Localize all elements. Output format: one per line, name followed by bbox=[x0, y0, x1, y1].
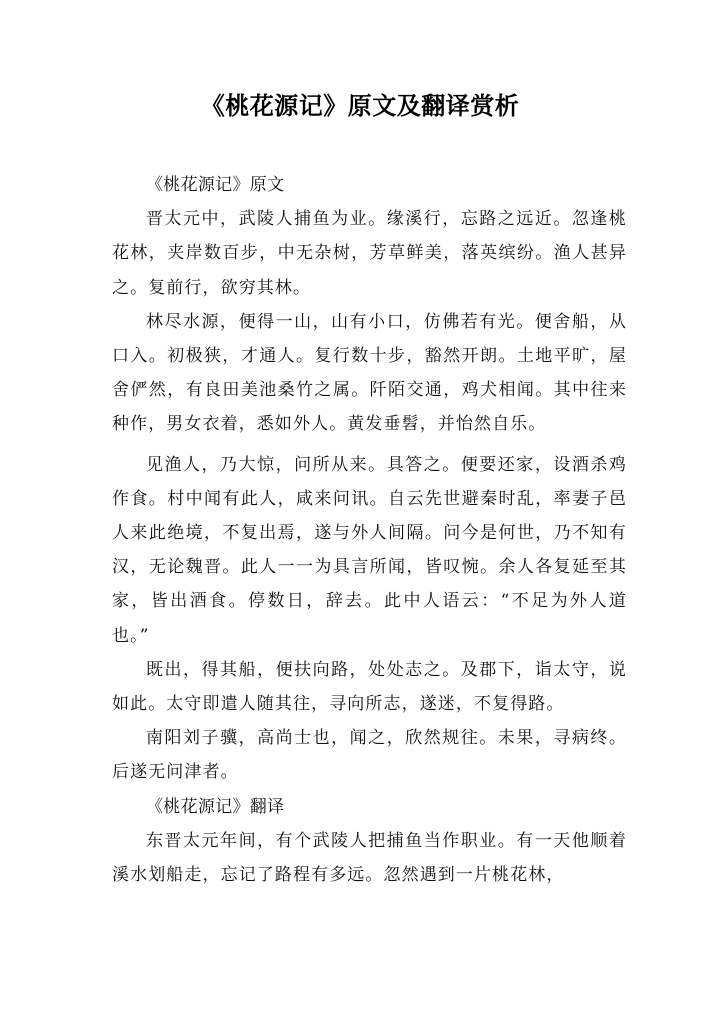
paragraph-original-3: 见渔人，乃大惊，问所从来。具答之。便要还家，设酒杀鸡作食。村中闻有此人，咸来问讯。自云先世避秦时乱，率妻子邑人来此绝境，不复出焉，遂与外人间隔。问今是何世，乃不知有汉，无论魏晋。此人一一为具言所闻，皆叹惋。余人各复延至其家，皆出酒食。停数日，辞去。此中人语云：“不足为外人道也。” bbox=[112, 454, 627, 646]
document-body bbox=[112, 168, 627, 892]
paragraph-translation-1: 东晋太元年间，有个武陵人把捕鱼当作职业。有一天他顺着溪水划船走，忘记了路程有多远。忽然遇到一片桃花林， bbox=[112, 830, 627, 886]
paragraph-original-5: 南阳刘子骥，高尚士也，闻之，欣然规往。未果，寻病终。后遂无问津者。 bbox=[112, 728, 627, 783]
section-heading-translation: 《桃花源记》翻译 bbox=[146, 796, 285, 817]
paragraph-original-4: 既出，得其船，便扶向路，处处志之。及郡下，诣太守，说如此。太守即遣人随其往，寻向所志，遂迷，不复得路。 bbox=[112, 659, 627, 715]
document-title: 《桃花源记》原文及翻译赏析 bbox=[200, 91, 520, 120]
paragraph-original-2: 林尽水源，便得一山，山有小口，仿佛若有光。便舍船，从口入。初极狭，才通人。复行数十步，豁然开朗。土地平旷，屋舍俨然，有良田美池桑竹之属。阡陌交通，鸡犬相闻。其中往来种作，男女衣着，悉如外人。黄发垂髫，并怡然自乐。 bbox=[112, 311, 627, 435]
section-heading-original: 《桃花源记》原文 bbox=[146, 175, 285, 195]
paragraph-original-1: 晋太元中，武陵人捕鱼为业。缘溪行，忘路之远近。忽逢桃花林，夹岸数百步，中无杂树，芳草鲜美，落英缤纷。渔人甚异之。复前行，欲穷其林。 bbox=[112, 209, 627, 298]
